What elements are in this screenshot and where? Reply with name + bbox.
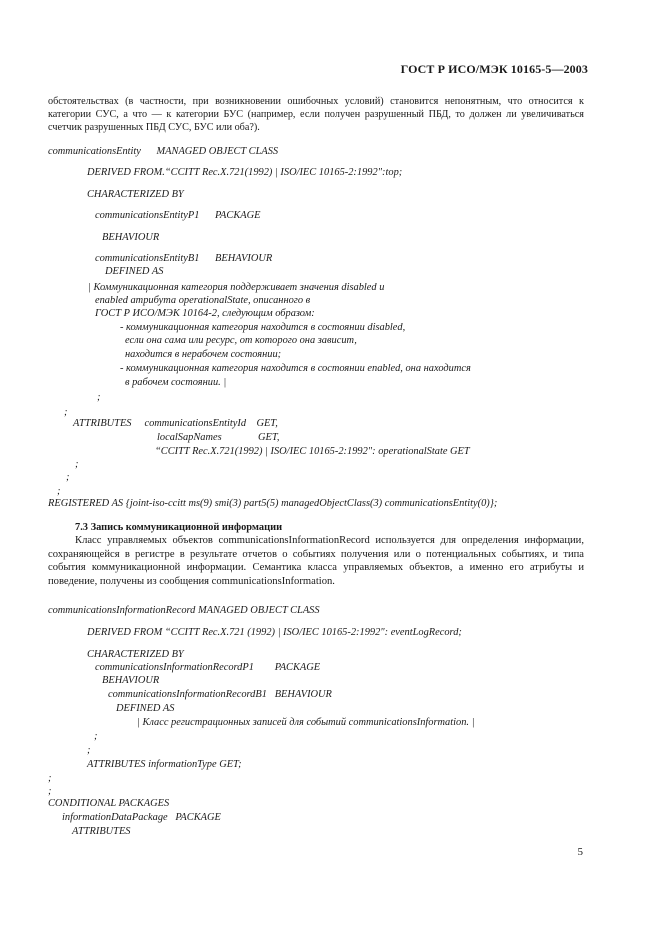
code-line: communicationsEntityB1 BEHAVIOUR	[95, 253, 273, 264]
code-line: находится в нерабочем состоянии;	[125, 349, 282, 360]
code-line: если она сама или ресурс, от которого она зависит,	[125, 335, 357, 346]
code-line: REGISTERED AS {joint-iso-ccitt ms(9) smi(3) part5(5) managedObjectClass(3) communicationsEntity(0)};	[48, 498, 498, 509]
code-line: CHARACTERIZED BY	[87, 649, 184, 660]
code-line: ATTRIBUTES communicationsEntityId GET,	[73, 418, 278, 429]
code-line: DERIVED FROM.“CCITT Rec.X.721(1992) | ISO/IEC 10165-2:1992":top;	[87, 167, 403, 178]
section-title: 7.3 Запись коммуникационной информации	[75, 522, 283, 533]
code-line: communicationsInformationRecordB1 BEHAVIOUR	[108, 689, 332, 700]
section-paragraph: Класс управляемых объектов communicationsInformationRecord используется для определения информации, сохраняющейся в регистре в результате отчетов о событиях получения или о потенциальных событиях, и типа события коммуникационной информации. Семантика класса управляемых объектов, а именно его атрибуты и поведение, получены из сообщения communicationsInformation.	[48, 535, 584, 587]
document-header: ГОСТ Р ИСО/МЭК 10165-5—2003	[400, 62, 588, 76]
code-line: ;	[48, 786, 52, 797]
code-line: ATTRIBUTES	[72, 826, 131, 837]
page-number: 5	[577, 846, 583, 858]
code-line: communicationsEntityP1 PACKAGE	[95, 210, 261, 221]
code-line: ;	[97, 392, 101, 403]
code-line: ;	[87, 745, 91, 756]
code-line: communicationsInformationRecord MANAGED OBJECT CLASS	[48, 605, 320, 616]
code-line: - коммуникационная категория находится в состоянии enabled, она находится	[120, 363, 471, 374]
code-line: CHARACTERIZED BY	[87, 189, 184, 200]
code-line: ГОСТ Р ИСО/МЭК 10164-2, следующим образом:	[95, 308, 315, 319]
code-line: ;	[48, 773, 52, 784]
code-line: BEHAVIOUR	[102, 232, 160, 243]
code-line: communicationsInformationRecordP1 PACKAGE	[95, 662, 321, 673]
code-line: | Класс регистрационных записей для событий communicationsInformation. |	[137, 717, 475, 728]
code-line: | Коммуникационная категория поддерживает значения disabled и	[88, 282, 385, 293]
code-line: DERIVED FROM “CCITT Rec.X.721 (1992) | ISO/IEC 10165-2:1992": eventLogRecord;	[87, 627, 462, 638]
section-body	[48, 534, 584, 588]
code-line: CONDITIONAL PACKAGES	[48, 798, 170, 809]
intro-paragraph: обстоятельствах (в частности, при возникновении ошибочных условий) становится непонятным, что относится к категории СУС, а что — к категории БУС (например, если получен разрушенный ПБД, то должен ли увеличиваться счетчик разрушенных ПБД СУС, БУС или оба?).	[48, 96, 584, 133]
code-line: - коммуникационная категория находится в состоянии disabled,	[120, 322, 406, 333]
code-line: “CCITT Rec.X.721(1992) | ISO/IEC 10165-2:1992": operationalState GET	[155, 446, 470, 457]
code-line: BEHAVIOUR	[102, 675, 160, 686]
code-line: DEFINED AS	[105, 266, 164, 277]
code-line: enabled атрибута operationalState, описанного в	[95, 295, 311, 306]
code-line: ;	[64, 407, 68, 418]
code-line: ;	[57, 486, 61, 497]
code-line: localSapNames GET,	[157, 432, 280, 443]
code-line: в рабочем состоянии. |	[125, 377, 227, 388]
code-line: DEFINED AS	[116, 703, 175, 714]
code-line: ATTRIBUTES informationType GET;	[87, 759, 242, 770]
code-line: ;	[75, 459, 79, 470]
code-line: communicationsEntity MANAGED OBJECT CLASS	[48, 146, 279, 157]
code-line: ;	[66, 472, 70, 483]
code-line: ;	[94, 731, 98, 742]
code-line: informationDataPackage PACKAGE	[62, 812, 221, 823]
